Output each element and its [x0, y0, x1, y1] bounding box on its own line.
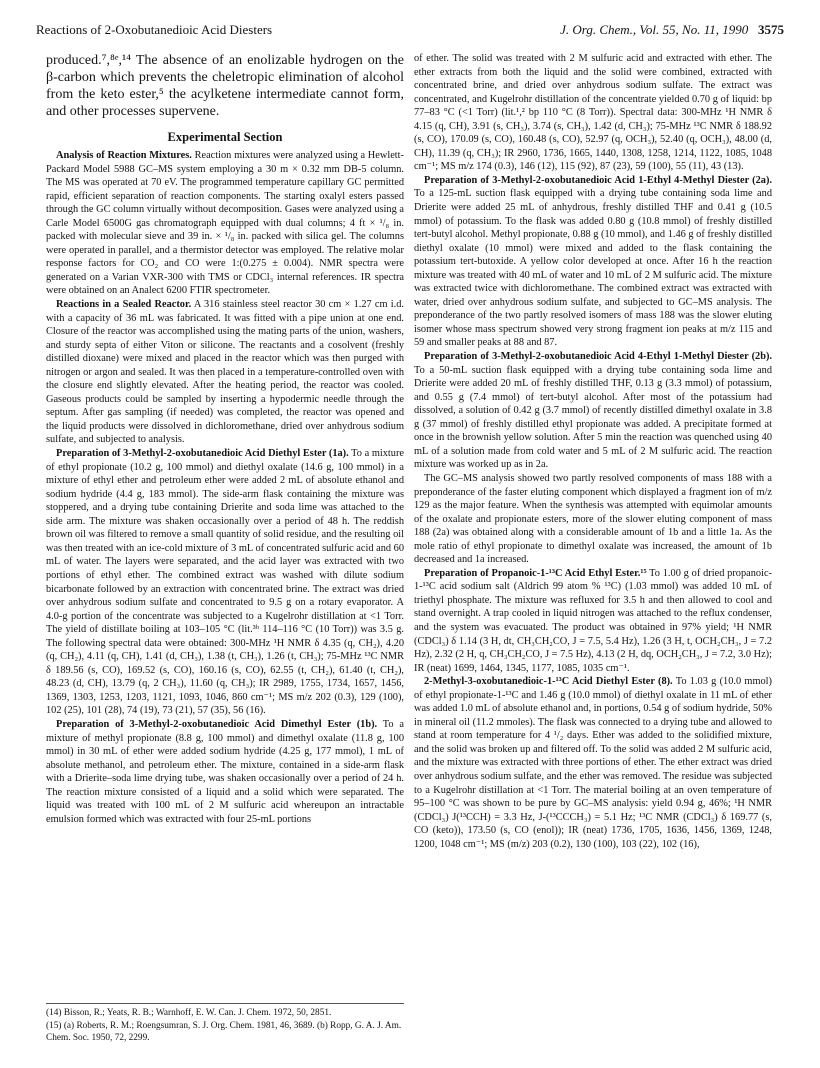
paragraph-prep-propanoic — [414, 567, 772, 675]
paragraph-heading: Preparation of 3-Methyl-2-oxobutanedioic Acid Diethyl Ester (1a). — [56, 448, 349, 460]
paragraph-body: To 1.03 g (10.0 mmol) of ethyl propionate-1-¹³C and 1.46 g (10.0 mmol) of diethyl oxalate in 11 mL of ether was added 1.0 mL of absolute ethanol and, in portions, 0.54 g of sodium hydride, 50% in mineral oil (11.2 mmoles). The flask was connected to a drying tube and allowed to stand at room temperature for 4 ¹/₂ days. Ether was added to the solidified mixture, and the solid was broken up and filtered off. To the solid was added 2 M sulfuric acid, and the mixture was extracted with three portions of ether. The ether extract was dried over anhydrous sodium sulfate, and the ether was removed. The residue was subjected to a Kugelrohr distillation at <1 Torr. The material boiling at an oven temperature of 95–100 °C was shown to be pure by GC–MS analysis: yield 0.94 g, 46%; ¹H NMR (CDCl₃) J(¹³CCH) = 3.3 Hz, J-(¹³CCCH₃) = 5.1 Hz; ¹³C NMR (CDCl₃) δ 169.77 (s, CO (keto)), 173.50 (s, CO (enol)); IR (neat) 1736, 1705, 1636, 1456, 1369, 1248, 1200, 1048 cm⁻¹; MS (m/z) 203 (0.2), 130 (100), 103 (22), 102 (16), — [414, 676, 772, 850]
paragraph-body: A 316 stainless steel reactor 30 cm × 1.27 cm i.d. with a capacity of 36 mL was fabricated. It was fitted with a pipe union at one end. Closure of the reactor was accomplished using the mating parts of the union, washers, and sturdy septa of either Viton or silicone. The reactants and a cosolvent (freshly distilled dioxane) were mixed and placed in the reactor which was then purged with nitrogen or argon and sealed. It was then placed in a temperature-controlled oven with the closure end slightly elevated. After the heating period, the reactor was cooled. Gaseous products could be sampled by inserting a hypodermic needle through the septum. After gas sampling (if needed) was completed, the reactor was opened and the liquid products were dissolved in dichloromethane, dried over anhydrous sodium sulfate, and subjected to analysis. — [46, 299, 405, 446]
paragraph-analysis — [46, 149, 404, 298]
paragraph-heading: Preparation of Propanoic-1-¹³C Acid Ethyl Ester.¹⁵ — [424, 567, 647, 579]
paragraph-sealed-reactor — [46, 298, 404, 447]
continued-paragraph: of ether. The solid was treated with 2 M sulfuric acid and extracted with ether. The ether extracts from both the liquid and the solid were combined, extracted with concentrated brine, and dried over anhydrous sodium sulfate. The extract was concentrated, and Kugelrohr distillation of the concentrate yielded 0.70 g of liquid: bp 77–83 °C (<1 Torr) (lit.¹,² bp 110 °C (8 Torr)). Spectral data: 300-MHz ¹H NMR δ 4.15 (q, CH), 3.91 (s, CH₃), 3.74 (s, CH₃), 1.42 (d, CH₃); 75-MHz ¹³C NMR δ 188.92 (s, CO), 170.09 (s, CO), 160.48 (s, CO), 52.97 (q, OCH₃), 52.40 (q, OCH₃), 48.00 (d, CH), 11.39 (q, CH₃); IR 2960, 1736, 1665, 1440, 1308, 1258, 1214, 1122, 1085, 1048 cm⁻¹; MS m/z 174 (0.3), 146 (12), 115 (92), 87 (23), 59 (100), 55 (11), 43 (13). — [414, 53, 772, 173]
paragraph-body: To 1.00 g of dried propanoic-1-¹³C acid sodium salt (Aldrich 99 atom % ¹³C) (1.03 mmol) was added 10 mL of triethyl phosphate. The mixture was refluxed for 3.5 h and then allowed to cool and stand overnight. A trap cooled in liquid nitrogen was attached to the reflux condenser, and the system was evacuated. The product was obtained in 97% yield; ¹H NMR (CDCl₃) δ 1.14 (3 H, dt, CH₃CH₂CO, J = 7.5, 5.4 Hz), 1.26 (3 H, t, OCH₂CH₃, J = 7.2 Hz), 2.32 (2 H, q, CH₃CH₂CO, J = 7.5 Hz), 4.13 (2 H, dq, OCH₂CH₃, J = 7.2, 3.0 Hz); IR (neat) 1699, 1464, 1345, 1177, 1085, 1035 cm⁻¹. — [414, 567, 772, 674]
journal-name: J. Org. Chem., Vol. 55, No. 11, 1990 — [560, 22, 749, 37]
left-column — [46, 52, 404, 826]
paragraph-body: To a 125-mL suction flask equipped with a drying tube containing soda lime and Drierite were added 25 mL of anhydrous, freshly distilled THF and 0.41 g (10.5 mmol) of potassium. To the flask was added 0.80 g (10.8 mmol) of freshly distilled tert-butyl alcohol. Methyl propionate, 0.88 g (10 mmol), and 1.46 g of freshly distilled diethyl oxalate (10 mmol) were mixed and added to the flask containing the potassium tert-butoxide. A yellow color developed at once. After 16 h the reaction mixture was treated with 40 mL of water and 10 mL of 2 M sulfuric acid. The mixture was extracted twice with dichloromethane. The combined extract was extracted with water, dried over anhydrous sodium sulfate, and subjected to GC–MS analysis. The preponderance of the two partly resolved isomers of mass 188 was the slower eluting isomer whose mass spectrum showed very strong fragment ion peaks at m/z 115 and 59 and smaller peaks at 88 and 87. — [414, 188, 772, 349]
footnotes — [46, 1003, 404, 1045]
paragraph-heading: Preparation of 3-Methyl-2-oxobutanedioic Acid 1-Ethyl 4-Methyl Diester (2a). — [424, 174, 772, 186]
paragraph-heading: 2-Methyl-3-oxobutanedioic-1-¹³C Acid Diethyl Ester (8). — [424, 676, 673, 688]
paragraph-gcms: The GC–MS analysis showed two partly resolved components of mass 188 with a preponderance of the faster eluting component which displayed a fragment ion of m/z 129 as the major feature. When the synthesis was attempted with equimolar amounts of the oxalate and propionate esters, more of the slower eluting component of mass 188 (2a) was obtained along with a considerable amount of 1b and a little 1a. As the mole ratio of ethyl propionate to dimethyl oxalate was increased, the amount of 1b decreased and 1a increased. — [414, 472, 772, 566]
page-number: 3575 — [758, 22, 784, 37]
paragraph-prep-1b — [46, 718, 404, 826]
footnote-15: (15) (a) Roberts, R. M.; Roengsumran, S. J. Org. Chem. 1981, 46, 3689. (b) Ropp, G. A. J. Am. Chem. Soc. 1950, 72, 2299. — [46, 1020, 402, 1043]
paragraph-heading: Reactions in a Sealed Reactor. — [56, 299, 192, 311]
right-column — [414, 52, 772, 851]
paragraph-heading: Preparation of 3-Methyl-2-oxobutanedioic Acid Dimethyl Ester (1b). — [56, 718, 378, 730]
paragraph-body: To a mixture of ethyl propionate (10.2 g, 100 mmol) and diethyl oxalate (14.6 g, 100 mmol) in a mixture of ethyl ether and petroleum ether were added 2 mL of absolute ethanol and sodium hydride (4.4 g, 183 mmol). The side-arm flask containing the mixture was stoppered, and a drying tube containing Drierite and soda lime was attached to the side arm. The mixture was shaken occasionally over a period of 48 h. The reddish brown oil was filtered to remove a small quantity of solid residue, and the resulting oil was then treated with an ice-cold mixture of 3 mL of concentrated sulfuric acid and 60 mL of water. The layers were separated, and the acid layer was extracted with two portions of ethyl ether. The combined extract was washed with dilute sodium bicarbonate followed by an extraction with concentrated brine. The extract was dried over anhydrous sodium sulfate and concentrated to 9.5 g on a rotary evaporator. A 4.0-g portion of the concentrate was subjected to a Kugelrohr distillation at <1 Torr. The yield of distillate boiling at 103–105 °C (lit.³ᵇ 114–116 °C (10 Torr)) was 3.5 g. The following spectral data were obtained: 300-MHz ¹H NMR δ 4.35 (q, CH₂), 4.20 (q, CH₂), 4.11 (q, CH), 1.41 (d, CH₃), 1.38 (t, CH₃), 1.26 (t, CH₃); 75-MHz ¹³C NMR δ 189.56 (s, CO), 169.52 (s, CO), 160.16 (s, CO), 62.55 (t, CH₂), 61.40 (t, CH₂), 48.23 (d, CH), 13.79 (q, 2 CH₃), 11.60 (q, CH₃); IR 2989, 1755, 1734, 1657, 1456, 1369, 1303, 1253, 1203, 1121, 1093, 1046, 860 cm⁻¹; MS m/z 202 (0.3), 129 (100), 102 (25), 101 (28), 74 (19), 73 (21), 57 (35), 56 (16). — [46, 448, 404, 717]
paragraph-body: Reaction mixtures were analyzed using a Hewlett-Packard Model 5988 GC–MS system employing a 30 m × 0.32 mm DB-5 column. The MS was operated at 70 eV. The programmed temperature capillary GC permitted rapid, efficient separation of reaction components. The starting oxalyl esters passed through the GC column virtually without decomposition. Gases were analyzed using a Carle Model 6500G gas chromatograph equipped with dual columns; 4 ft × ¹/₈ in. packed with molecular sieve and 39 in. × ¹/₈ in. packed with silica gel. The columns were operated in parallel, and a thermistor detector was employed. The relative molar response factors for CO₂ and CO were 1:(0.275 ± 0.004). NMR spectra were generated on a Varian VXR-300 with TMS or CDCl₃ internal references. IR spectra were obtained on an Analect 6200 FTIR spectrometer. — [46, 150, 404, 297]
paragraph-body: To a 50-mL suction flask equipped with a drying tube containing soda lime and Drierite were added 20 mL of freshly distilled THF, 0.13 g (3.3 mmol) of potassium, and 0.55 g (7.4 mmol) of tert-butyl alcohol. After most of the potassium had dissolved, a solution of 0.42 g (3.7 mmol) of recently distilled dimethyl oxalate in 3.8 g (37 mmol) of freshly distilled ethyl propionate was added. A precipitate formed at once in the brownish yellow solution. After 5 min the reaction was quenched using 40 mL of a solution made from cold water and 5 mL of 2 M sulfuric acid. The reaction mixture was worked up as in 2a. — [414, 364, 772, 471]
paragraph-heading: Analysis of Reaction Mixtures. — [56, 150, 192, 161]
paragraph-prep-2b — [414, 350, 772, 472]
paragraph-prep-8 — [414, 675, 772, 851]
footnote-14: (14) Bisson, R.; Yeats, R. B.; Warnhoff, E. W. Can. J. Chem. 1972, 50, 2851. — [46, 1008, 332, 1018]
paragraph-body: To a mixture of methyl propionate (8.8 g, 100 mmol) and dimethyl oxalate (11.8 g, 100 mmol) in 30 mL of ether were added sodium hydride (4.25 g, 177 mmol), 1 mL of absolute methanol, and petroleum ether. The mixture, contained in a side-arm flask with a Drierite–soda lime drying tube, was shaken occasionally over a period of 24 h. The reaction mixture consisted of a liquid and a solid which were separated. The liquid was treated with 100 mL of 2 M sulfuric acid whereupon an intractable emulsion formed which was extracted with four 25-mL portions — [46, 718, 405, 825]
paragraph-heading: Preparation of 3-Methyl-2-oxobutanedioic Acid 4-Ethyl 1-Methyl Diester (2b). — [424, 351, 772, 363]
section-heading: Experimental Section — [167, 130, 283, 144]
paragraph-prep-1a — [46, 447, 404, 718]
article-short-title: Reactions of 2-Oxobutanedioic Acid Diesters — [36, 22, 273, 37]
paragraph-prep-2a — [414, 174, 772, 350]
journal-citation — [560, 22, 784, 38]
continued-paragraph: produced.⁷,⁸ᵉ,¹⁴ The absence of an enolizable hydrogen on the β-carbon which prevents the cheletropic elimination of alcohol from the keto ester,⁵ the acylketene intermediate cannot form, and other processes supervene. — [46, 53, 404, 119]
